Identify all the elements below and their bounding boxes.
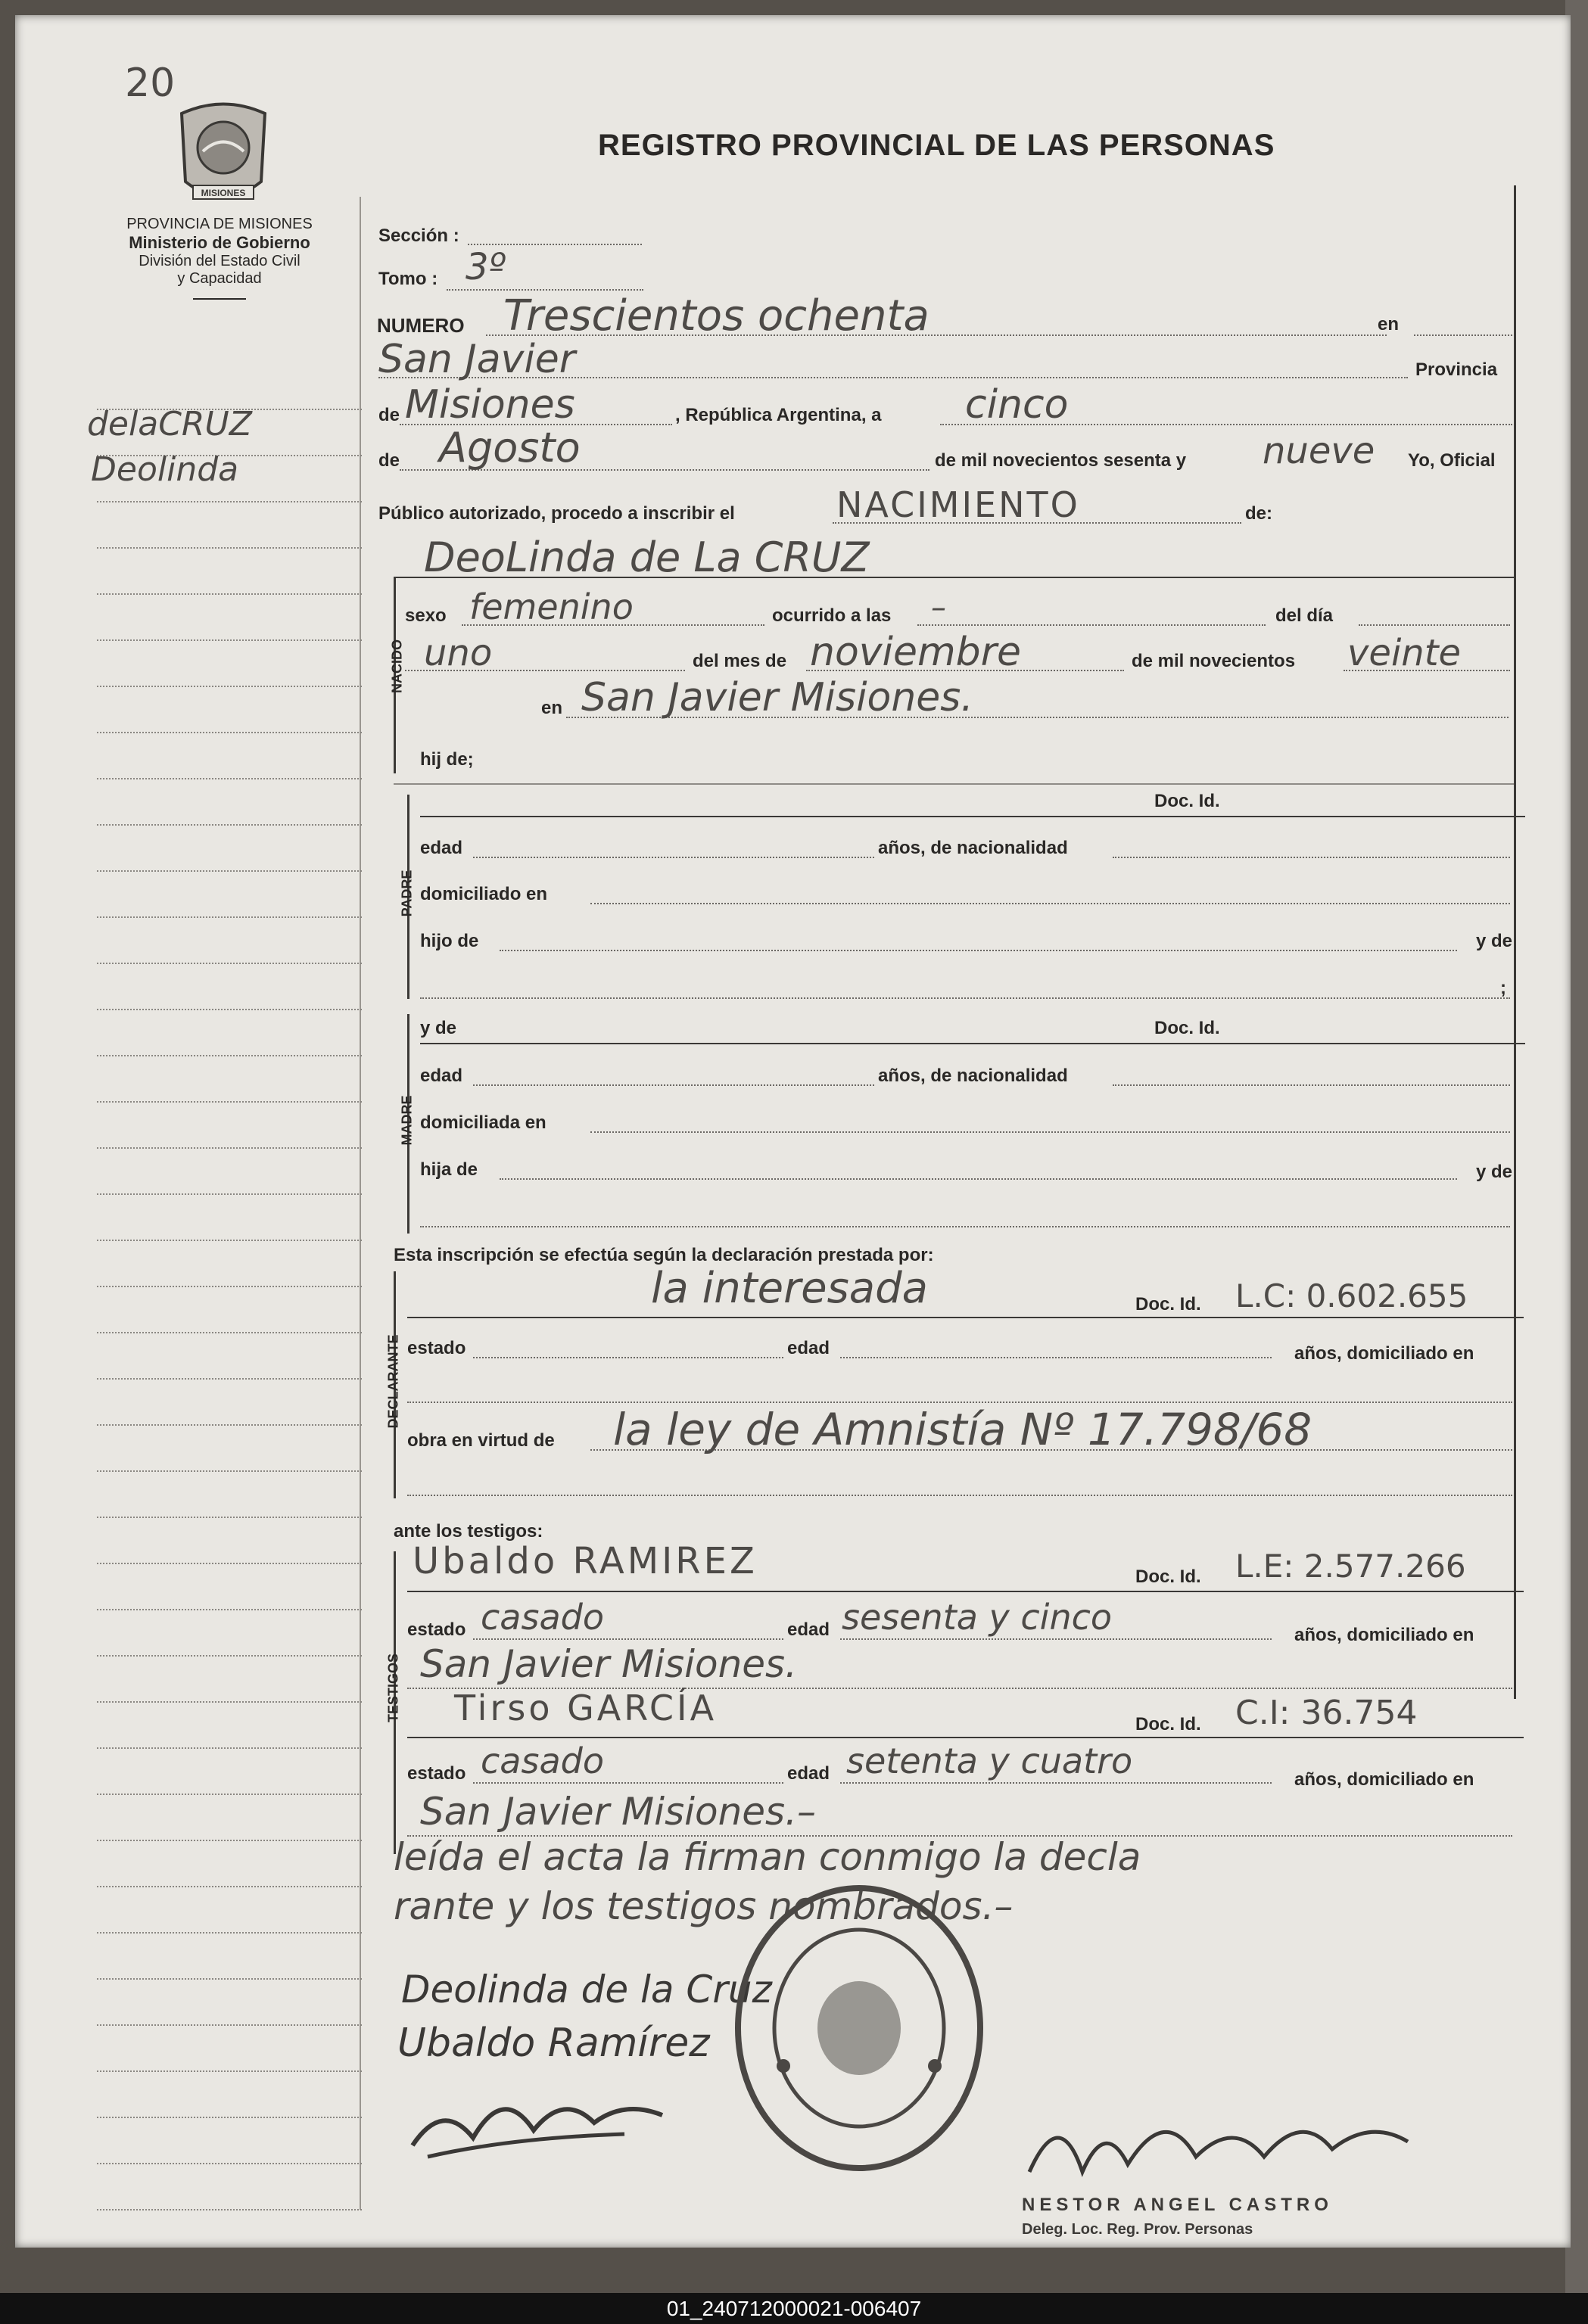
testigo1-doc-label: Doc. Id. [1135, 1566, 1201, 1587]
testigo1-estado-value: casado [481, 1597, 604, 1638]
declarante-dom-label: años, domiciliado en [1294, 1343, 1474, 1364]
del-dia-label: del día [1275, 605, 1334, 626]
margin-rule-line [97, 1055, 362, 1056]
org-block [76, 216, 363, 300]
testigo1-dom-value: San Javier Misiones. [420, 1642, 797, 1686]
firma-tirso-signature [397, 2070, 685, 2168]
margin-rule-line [97, 1240, 362, 1241]
padre-y-de-label: y de [1476, 931, 1513, 951]
testigo1-edad-label: edad [787, 1619, 830, 1640]
tomo-value: 3º [466, 246, 506, 288]
sexo-value: femenino [469, 586, 634, 627]
cierre-line-1: leída el acta la firman conmigo la decla [394, 1835, 1141, 1879]
margin-rule-line [97, 1378, 362, 1380]
register-page [15, 15, 1571, 2248]
yo-oficial-label: Yo, Oficial [1408, 450, 1496, 471]
testigo2-estado-label: estado [407, 1763, 466, 1784]
declarante-value: la interesada [651, 1264, 928, 1313]
declarante-estado-label: estado [407, 1338, 466, 1358]
nombre-value: DeoLinda de La CRUZ [424, 534, 870, 581]
en-nac-label: en [541, 698, 563, 718]
margin-rule-line [97, 593, 362, 595]
madre-y-de-label: y de [420, 1018, 457, 1038]
cierre-line-2: rante y los testigos nombrados.– [394, 1884, 1014, 1928]
numero-label: NUMERO [377, 314, 465, 337]
org-line-2: Ministerio de Gobierno [129, 233, 310, 252]
publico-label: Público autorizado, procedo a inscribir el [378, 503, 735, 524]
margin-rule-line [97, 1886, 362, 1887]
margin-rule-line [97, 1286, 362, 1287]
official-seal-stamp [727, 1877, 992, 2179]
margin-rule-line [97, 1101, 362, 1103]
anio-nac-value: veinte [1347, 632, 1462, 674]
hora-value: – [931, 590, 946, 625]
margin-rule-line [97, 1747, 362, 1749]
testigo1-estado-label: estado [407, 1619, 466, 1640]
padre-dom-label: domiciliado en [420, 884, 548, 904]
page-number: 20 [125, 61, 176, 106]
provincia-label: Provincia [1415, 359, 1498, 380]
margin-rule-line [97, 1147, 362, 1149]
testigo1-dom-label: años, domiciliado en [1294, 1625, 1474, 1645]
declarante-edad-label: edad [787, 1338, 830, 1358]
margin-rule-line [97, 547, 362, 549]
side-label-padre: PADRE [399, 870, 415, 917]
margin-divider [360, 197, 361, 2210]
margin-rule-line [97, 1794, 362, 1795]
madre-doc-label: Doc. Id. [1154, 1018, 1220, 1038]
padre-hijo-de-label: hijo de [420, 931, 479, 951]
testigo1-edad-value: sesenta y cinco [842, 1597, 1113, 1638]
testigo2-doc-label: Doc. Id. [1135, 1714, 1201, 1734]
de-mil-nov-label: de mil novecientos [1132, 651, 1296, 671]
margin-rule-line [97, 1563, 362, 1564]
madre-y-de-label-2: y de [1476, 1162, 1513, 1182]
margin-rule-line [97, 1470, 362, 1472]
frame-right [1514, 185, 1516, 1699]
register-title: REGISTRO PROVINCIAL DE LAS PERSONAS [598, 129, 1275, 162]
sexo-label: sexo [405, 605, 447, 626]
oficial-signature [1014, 2089, 1438, 2195]
testigo1-name: Ubaldo RAMIREZ [413, 1540, 758, 1582]
madre-dom-label: domiciliada en [420, 1112, 546, 1133]
margin-rule-line [97, 1978, 362, 1980]
margin-rule-line [97, 1332, 362, 1333]
margin-note-surname: delaCRUZ [87, 405, 252, 443]
madre-nac-label: años, de nacionalidad [878, 1066, 1068, 1086]
padre-nac-label: años, de nacionalidad [878, 838, 1068, 858]
testigo2-dom-value: San Javier Misiones.– [420, 1790, 816, 1834]
margin-note-name: Deolinda [91, 450, 239, 489]
inscripcion-label: Esta inscripción se efectúa según la declaración prestada por: [394, 1245, 934, 1265]
margin-rule-line [97, 1840, 362, 1841]
testigo2-estado-value: casado [481, 1741, 604, 1781]
oficial-name: NESTOR ANGEL CASTRO [1022, 2195, 1333, 2215]
margin-rule-line [97, 1701, 362, 1703]
firma-deolinda: Deolinda de la Cruz [401, 1968, 772, 2011]
anio-value: nueve [1263, 430, 1375, 472]
margin-rule-line [97, 778, 362, 779]
provincial-seal [174, 98, 272, 212]
mes-value: Agosto [439, 424, 581, 471]
republica-label: , República Argentina, a [675, 405, 882, 425]
hij-de-label: hij de; [420, 749, 474, 770]
mes-nac-value: noviembre [810, 630, 1022, 675]
obra-label: obra en virtud de [407, 1430, 555, 1451]
testigo1-doc-value: L.E: 2.577.266 [1235, 1548, 1466, 1585]
padre-edad-label: edad [420, 838, 463, 858]
testigo2-doc-value: C.I: 36.754 [1235, 1694, 1418, 1732]
numero-value: Trescientos ochenta [503, 291, 929, 341]
testigo2-edad-value: setenta y cuatro [846, 1741, 1133, 1781]
org-line-1: PROVINCIA DE MISIONES [126, 216, 313, 232]
lugar-value: San Javier [378, 337, 576, 382]
margin-rule-line [97, 1424, 362, 1426]
declarante-doc-label: Doc. Id. [1135, 1294, 1201, 1314]
margin-rule-line [97, 2117, 362, 2118]
margin-rule-line [97, 2163, 362, 2164]
margin-rule-line [97, 732, 362, 733]
side-label-madre: MADRE [399, 1095, 415, 1146]
del-mes-label: del mes de [693, 651, 787, 671]
en-label: en [1378, 314, 1400, 334]
provincia-value: Misiones [405, 382, 575, 428]
lugar-nac-value: San Javier Misiones. [581, 675, 973, 720]
madre-edad-label: edad [420, 1066, 463, 1086]
margin-rule-line [97, 639, 362, 641]
testigo2-dom-label: años, domiciliado en [1294, 1769, 1474, 1790]
tipo-value: NACIMIENTO [836, 484, 1080, 525]
margin-rule-line [97, 1655, 362, 1657]
ocurrido-label: ocurrido a las [772, 605, 892, 626]
de-mil-label: de mil novecientos sesenta y [935, 450, 1187, 471]
margin-rule-line [97, 2024, 362, 2026]
side-label-declarante: DECLARANTE [385, 1334, 401, 1429]
margin-rule-line [97, 2070, 362, 2072]
madre-hija-de-label: hija de [420, 1159, 478, 1180]
margin-rule-line [97, 1932, 362, 1934]
testigo2-name: Tirso GARCÍA [454, 1688, 718, 1728]
margin-rule-line [97, 2209, 362, 2210]
margin-rule-line [97, 686, 362, 687]
seccion-label: Sección : [378, 226, 459, 246]
margin-rule-line [97, 916, 362, 918]
declarante-doc-value: L.C: 0.602.655 [1235, 1277, 1468, 1314]
org-line-3: División del Estado Civil [139, 253, 300, 269]
testigo2-edad-label: edad [787, 1763, 830, 1784]
padre-semicolon: ; [1500, 978, 1506, 998]
firma-ubaldo: Ubaldo Ramírez [397, 2021, 710, 2066]
padre-doc-label: Doc. Id. [1154, 791, 1220, 811]
side-label-nacido: NACIDO [389, 639, 405, 693]
oficial-title: Deleg. Loc. Reg. Prov. Personas [1022, 2221, 1253, 2238]
dia-nac-value: uno [424, 632, 493, 674]
margin-rule-line [97, 1009, 362, 1010]
margin-rule-line [97, 870, 362, 872]
testigos-label: ante los testigos: [394, 1521, 543, 1542]
side-label-testigos: TESTIGOS [385, 1654, 401, 1723]
org-line-4: y Capacidad [177, 270, 262, 287]
margin-rule-line [97, 1517, 362, 1518]
margin-rule-line [97, 501, 362, 502]
margin-rule-line [97, 824, 362, 826]
ley-value: la ley de Amnistía Nº 17.798/68 [613, 1404, 1312, 1455]
de-label-1: de [378, 405, 400, 425]
de-colon-label: de: [1245, 503, 1272, 524]
image-id-footer: 01_240712000021-006407 [0, 2293, 1588, 2324]
margin-rule-line [97, 963, 362, 964]
margin-rule-line [97, 1609, 362, 1610]
margin-rule-line [97, 1193, 362, 1195]
dia-value: cinco [965, 382, 1069, 428]
tomo-label: Tomo : [378, 269, 438, 289]
seal-text: MISIONES [201, 188, 246, 198]
de-label-2: de [378, 450, 400, 471]
